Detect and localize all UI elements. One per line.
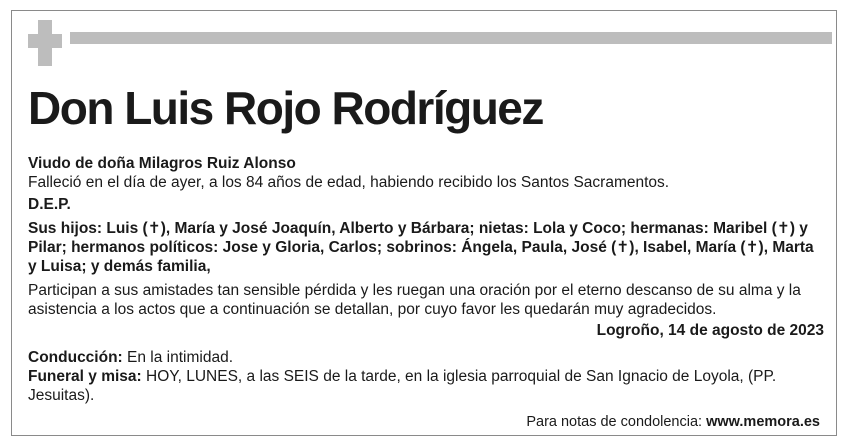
condolence-footer xyxy=(526,414,820,430)
cross-icon xyxy=(28,20,62,66)
funeral-label: Funeral y misa: xyxy=(28,368,142,385)
widower-line: Viudo de doña Milagros Ruiz Alonso xyxy=(28,155,296,172)
dep-line: D.E.P. xyxy=(28,196,71,213)
conduccion-label: Conducción: xyxy=(28,349,123,366)
condolence-label: Para notas de condolencia: xyxy=(526,414,707,430)
notice-body xyxy=(28,154,824,405)
header-rule xyxy=(70,32,832,44)
obituary-notice xyxy=(11,10,837,436)
death-line: Falleció en el día de ayer, a los 84 años de edad, habiendo recibido los Santos Sacramentos. xyxy=(28,174,670,191)
conduccion-line xyxy=(28,348,824,367)
condolence-link[interactable]: www.memora.es xyxy=(706,414,820,430)
family-list: Sus hijos: Luis (✝), María y José Joaquín, Alberto y Bárbara; nietas: Lola y Coco; hermanas: Maribel (✝) y Pilar; hermanos políticos: Jose y Gloria, Carlos; sobrinos: Ángela, Paula, José (✝), Isabel, María (✝), Marta y Luisa; y demás familia, xyxy=(28,220,814,275)
announcement-text: Participan a sus amistades tan sensible pérdida y les ruegan una oración por el eterno descanso de su alma y la asistencia a los actos que a continuación se detallan, por cuyo favor les quedarán muy agradecidos. xyxy=(28,282,801,318)
funeral-line xyxy=(28,367,824,405)
conduccion-text: En la intimidad. xyxy=(122,349,233,366)
deceased-name: Don Luis Rojo Rodríguez xyxy=(28,82,543,134)
place-date: Logroño, 14 de agosto de 2023 xyxy=(596,322,824,339)
funeral-text: HOY, LUNES, a las SEIS de la tarde, en la iglesia parroquial de San Ignacio de Loyola, (PP. Jesuitas). xyxy=(28,368,777,404)
